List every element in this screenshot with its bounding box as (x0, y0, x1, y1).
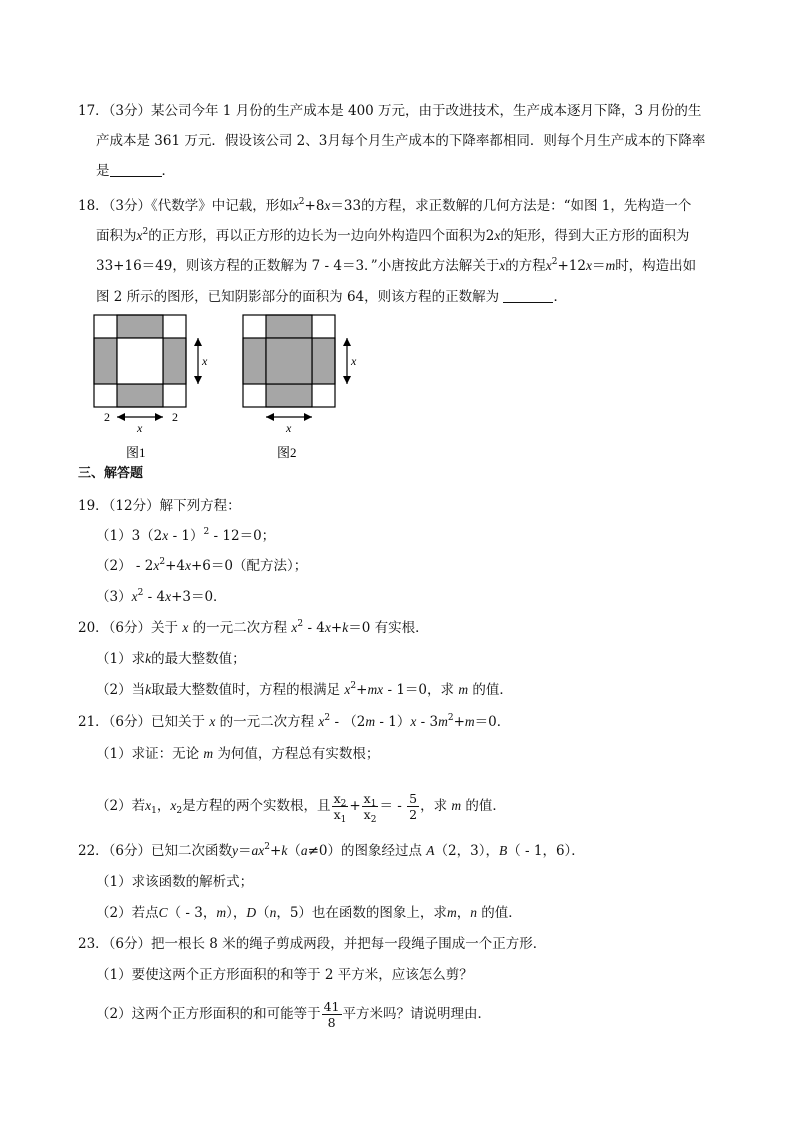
q19-title: 19．（12分）解下列方程： (78, 498, 241, 514)
q19-part-3: $(3)x^2 - 4x+3=0$． (96, 588, 227, 605)
fraction-5-over-2: $\frac{5}{2}$ (409, 791, 418, 822)
q20-part-1: （1）求k的最大整数值； (96, 651, 246, 667)
q17-line-2: 产成本是 361 万元．假设该公司 2、3月每个月生产成本的下降率都相同．则每个月生产成本的下降率 (96, 133, 706, 149)
x-label: x (137, 421, 143, 435)
q23-part-2: （2）这两个正方形面积的和可能等于 $\frac{41}{8}$ 平方米吗？请说明理由． (96, 999, 491, 1030)
fraction-41-over-8: $\frac{41}{8}$ (323, 999, 340, 1030)
q18-line-4: 图 2 所示的图形，已知阴影部分的面积为 64，则该方程的正数解为 ． (96, 289, 567, 305)
figure-1 (94, 315, 208, 460)
section-title: 三、解答题 (78, 466, 144, 481)
q19-part-1: （1）3（2x - 1）$^2$ - 12＝0； (96, 527, 276, 544)
figure-2 (243, 315, 357, 460)
fraction-x1-over-x2: $\frac{x_1}{x_2}$ (363, 791, 377, 825)
q17-line-3: 是 ． (96, 163, 175, 179)
q21-part-1: （1）求证：无论 m 为何值，方程总有实数根； (96, 746, 380, 762)
q20-title: 20．（6分）关于 x 的一元二次方程 $x^2 - 4x+k=0$ 有实根． (78, 619, 429, 636)
q23-title: 23．（6分）把一根长 8 米的绳子剪成两段，并把每一段绳子围成一个正方形． (78, 936, 547, 952)
q17-line-1: 17．（3分）某公司今年 1 月份的生产成本是 400 万元，由于改进技术，生产成本逐月下降，3 月份的生 (78, 103, 702, 119)
x-label: x (351, 354, 357, 368)
answer-blank[interactable] (503, 288, 553, 303)
figure-1-caption: 图1 (126, 445, 146, 460)
q18-line-3: 33+16＝49，则该方程的正数解为 7 - 4＝3．”小唐按此方法解关于x的方程$x^2+12x=m$时，构造出如 (96, 257, 697, 274)
q19-part-2: $(2) - 2x^2+4x+6=0$（配方法）； (96, 557, 308, 574)
q18-figures (88, 310, 388, 460)
q18-line-2: 面积为$x^2$的正方形，再以正方形的边长为一边向外构造四个面积为2x的矩形，得到大正方形的面积为 (96, 227, 690, 244)
answer-blank[interactable] (110, 162, 162, 177)
q23-part-1: （1）要使这两个正方形面积的和等于 2 平方米，应该怎么剪？ (96, 967, 473, 983)
x-label: x (202, 354, 208, 368)
q22-part-2: （2）若点C（ - 3，m），D（n，5）也在函数的图象上，求m，n 的值． (96, 905, 522, 921)
q21-title: 21．（6分）已知关于 x 的一元二次方程 $x^2 - (2m - 1)x - 3m^2+m=0$． (78, 713, 511, 730)
q22-title: 22．（6分）已知二次函数$y=ax^2+k(a\ne 0)$的图象经过点 A（2，3），B（ - 1，6）． (78, 842, 585, 859)
two-label: 2 (104, 410, 110, 424)
q21-part-2: （2）若$x_1$，$x_2$是方程的两个实数根，且 $\frac{x_2}{x_1}$ + $\frac{x_1}{x_2}$ ＝ - $\frac{5}{2}$ ，求 m 的值． (96, 791, 506, 825)
figure-2-caption: 图2 (277, 445, 297, 460)
x-label: x (286, 421, 292, 435)
q18-line-1: 18．（3分）《代数学》中记载，形如$x^2+8x=33$的方程，求正数解的几何方法是：“如图 1，先构造一个 (78, 197, 692, 214)
two-label: 2 (172, 410, 178, 424)
q22-part-1: （1）求该函数的解析式； (96, 874, 254, 890)
fraction-x2-over-x1: $\frac{x_2}{x_1}$ (333, 791, 347, 825)
q20-part-2: （2）当k取最大整数值时，方程的根满足 $x^2+mx - 1=0$，求 m 的值． (96, 681, 513, 698)
